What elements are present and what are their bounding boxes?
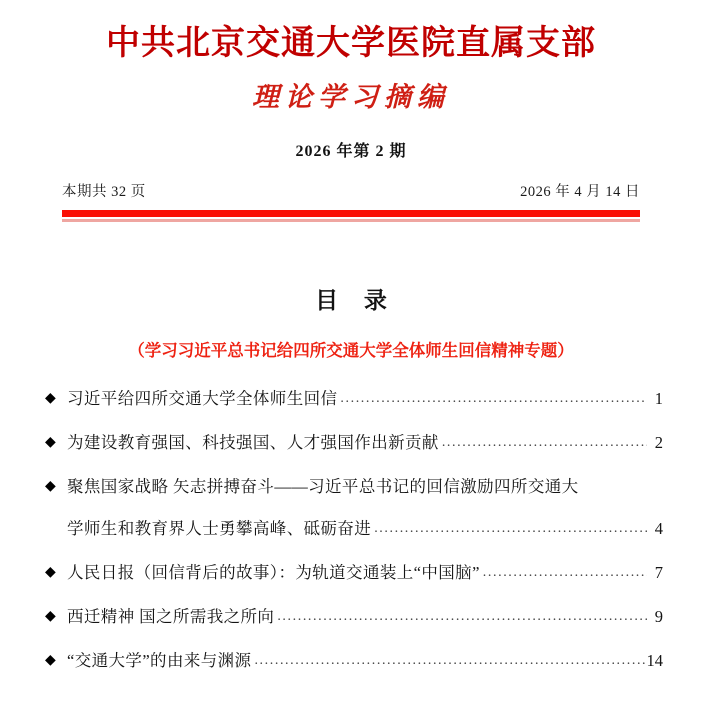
- toc-entry-body: [67, 559, 663, 589]
- page-count-label: 本期共 32 页: [62, 184, 146, 200]
- toc-entry[interactable]: [39, 559, 663, 589]
- toc-entry-body: [67, 429, 663, 459]
- toc-entry-title: “交通大学”的由来与渊源: [67, 651, 252, 670]
- masthead-issue-number: 2026 年第 2 期: [295, 143, 407, 160]
- masthead-info-row: [62, 182, 640, 202]
- toc-dot-leader: [254, 647, 644, 675]
- toc-dot-leader: [374, 515, 647, 543]
- toc-entry-line-continued: [67, 515, 663, 545]
- masthead: [0, 0, 702, 222]
- toc-entry-line: [67, 429, 663, 459]
- diamond-bullet-icon: ◆: [45, 435, 56, 450]
- toc-dot-leader: [340, 385, 647, 413]
- toc-page-number: 2: [654, 433, 663, 452]
- toc-entry-title-continued: 学师生和教育界人士勇攀高峰、砥砺奋进: [67, 519, 372, 538]
- toc-dot-leader: [277, 603, 647, 631]
- toc-entry[interactable]: [39, 603, 663, 633]
- masthead-publication-title: 理论学习摘编: [252, 82, 450, 113]
- toc-entry[interactable]: [39, 385, 663, 415]
- toc-entry-body: [67, 473, 663, 545]
- toc-dot-leader: [442, 429, 647, 457]
- toc-entry[interactable]: [39, 429, 663, 459]
- divider-thick-rule: [62, 210, 640, 217]
- toc-page-number: 4: [654, 519, 663, 538]
- toc-page-number: 1: [654, 389, 663, 408]
- table-of-contents: [39, 385, 663, 677]
- toc-entry-line: [67, 559, 663, 589]
- toc-entry-line: [67, 603, 663, 633]
- toc-entry-line: [67, 473, 663, 501]
- toc-dot-leader: [483, 559, 647, 587]
- toc-entry-title: 西迁精神 国之所需我之所向: [67, 607, 275, 626]
- toc-page-number: 9: [654, 607, 663, 626]
- toc-entry-title: 人民日报（回信背后的故事）：为轨道交通装上“中国脑”: [67, 563, 480, 582]
- toc-entry-body: [67, 385, 663, 415]
- toc-page-number: 7: [654, 563, 663, 582]
- toc-entry-body: [67, 647, 663, 677]
- toc-entry-line: [67, 647, 663, 677]
- diamond-bullet-icon: ◆: [45, 653, 56, 668]
- toc-entry[interactable]: [39, 473, 663, 545]
- contents-topic-subtitle: （学习习近平总书记给四所交通大学全体师生回信精神专题）: [128, 342, 574, 360]
- toc-entry-title: 为建设教育强国、科技强国、人才强国作出新贡献: [67, 433, 439, 452]
- toc-entry-body: [67, 603, 663, 633]
- toc-entry-title: 习近平给四所交通大学全体师生回信: [67, 389, 338, 408]
- toc-entry-line: [67, 385, 663, 415]
- toc-entry[interactable]: [39, 647, 663, 677]
- diamond-bullet-icon: ◆: [45, 565, 56, 580]
- masthead-organization-title: 中共北京交通大学医院直属支部: [106, 25, 596, 62]
- diamond-bullet-icon: ◆: [45, 479, 56, 494]
- toc-entry-title: 聚焦国家战略 矢志拼搏奋斗——习近平总书记的回信激励四所交通大: [67, 477, 579, 496]
- diamond-bullet-icon: ◆: [45, 609, 56, 624]
- publication-date: 2026 年 4 月 14 日: [520, 184, 640, 200]
- toc-page-number: 14: [646, 651, 663, 670]
- divider-thin-rule: [62, 219, 640, 222]
- contents-heading: 目 录: [315, 288, 397, 313]
- diamond-bullet-icon: ◆: [45, 391, 56, 406]
- masthead-divider: [62, 210, 640, 222]
